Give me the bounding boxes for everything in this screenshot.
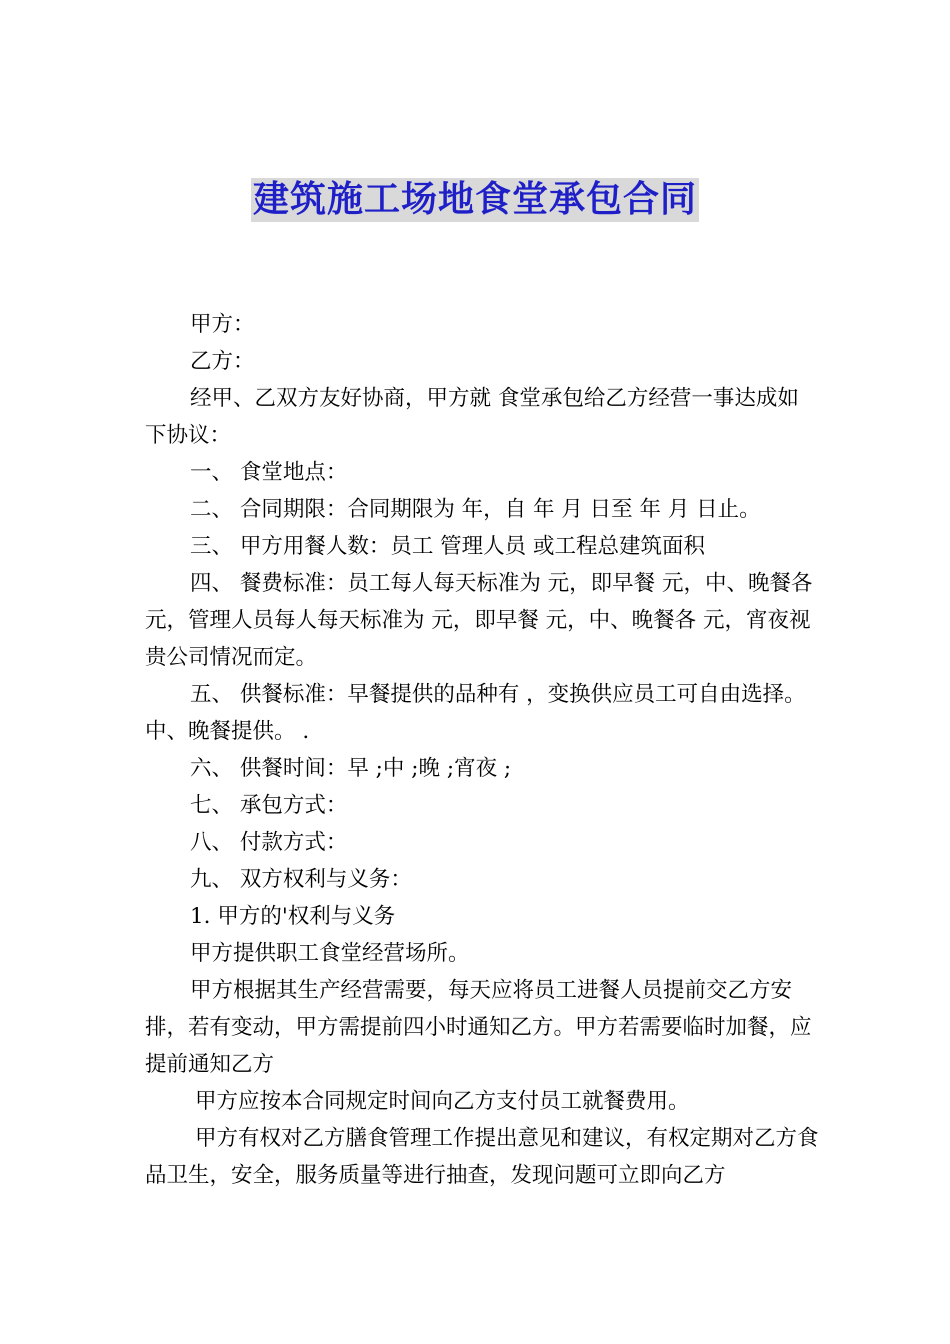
clause-5-meal-standard: 五、 供餐标准：早餐提供的品种有 ，变换供应员工可自由选择。中、晚餐提供。 . (145, 682, 806, 744)
clause-2-term: 二、 合同期限：合同期限为 年，自 年 月 日至 年 月 日止。 (190, 497, 761, 522)
subclause-1-heading: 1. 甲方的'权利与义务 (190, 904, 396, 929)
party-a-line: 甲方： (190, 312, 255, 337)
subclause-paragraph-2: 甲方根据其生产经营需要，每天应将员工进餐人员提前交乙方安排，若有变动，甲方需提前四小时通知乙方。甲方若需要临时加餐，应提前通知乙方 (145, 978, 812, 1077)
clause-4-meal-fee: 四、 餐费标准：员工每人每天标准为 元，即早餐 元，中、晚餐各 元，管理人员每人每天标准为 元，即早餐 元，中、晚餐各 元，宵夜视贵公司情况而定。 (145, 571, 813, 670)
document-title: 建筑施工场地食堂承包合同 (252, 179, 697, 220)
clause-7-contract-method: 七、 承包方式： (190, 793, 348, 818)
clause-3-diners: 三、 甲方用餐人数：员工 管理人员 或工程总建筑面积 (190, 534, 706, 559)
subclause-paragraph-3: 甲方应按本合同规定时间向乙方支付员工就餐费用。 (195, 1089, 690, 1114)
subclause-paragraph-4: 甲方有权对乙方膳食管理工作提出意见和建议，有权定期对乙方食品卫生，安全，服务质量等进行抽查，发现问题可立即向乙方 (145, 1126, 819, 1188)
subclause-paragraph-1: 甲方提供职工食堂经营场所。 (190, 941, 470, 966)
clause-9-rights-obligations: 九、 双方权利与义务： (190, 867, 412, 892)
party-b-line: 乙方： (190, 349, 255, 374)
clause-8-payment-method: 八、 付款方式： (190, 830, 348, 855)
clause-6-meal-time: 六、 供餐时间：早 ;中 ;晚 ;宵夜 ; (190, 756, 512, 781)
document-body (145, 306, 820, 1194)
clause-1-location: 一、 食堂地点： (190, 460, 348, 485)
title-container (0, 178, 950, 222)
intro-paragraph: 经甲、乙双方友好协商，甲方就 食堂承包给乙方经营一事达成如下协议： (145, 386, 799, 448)
